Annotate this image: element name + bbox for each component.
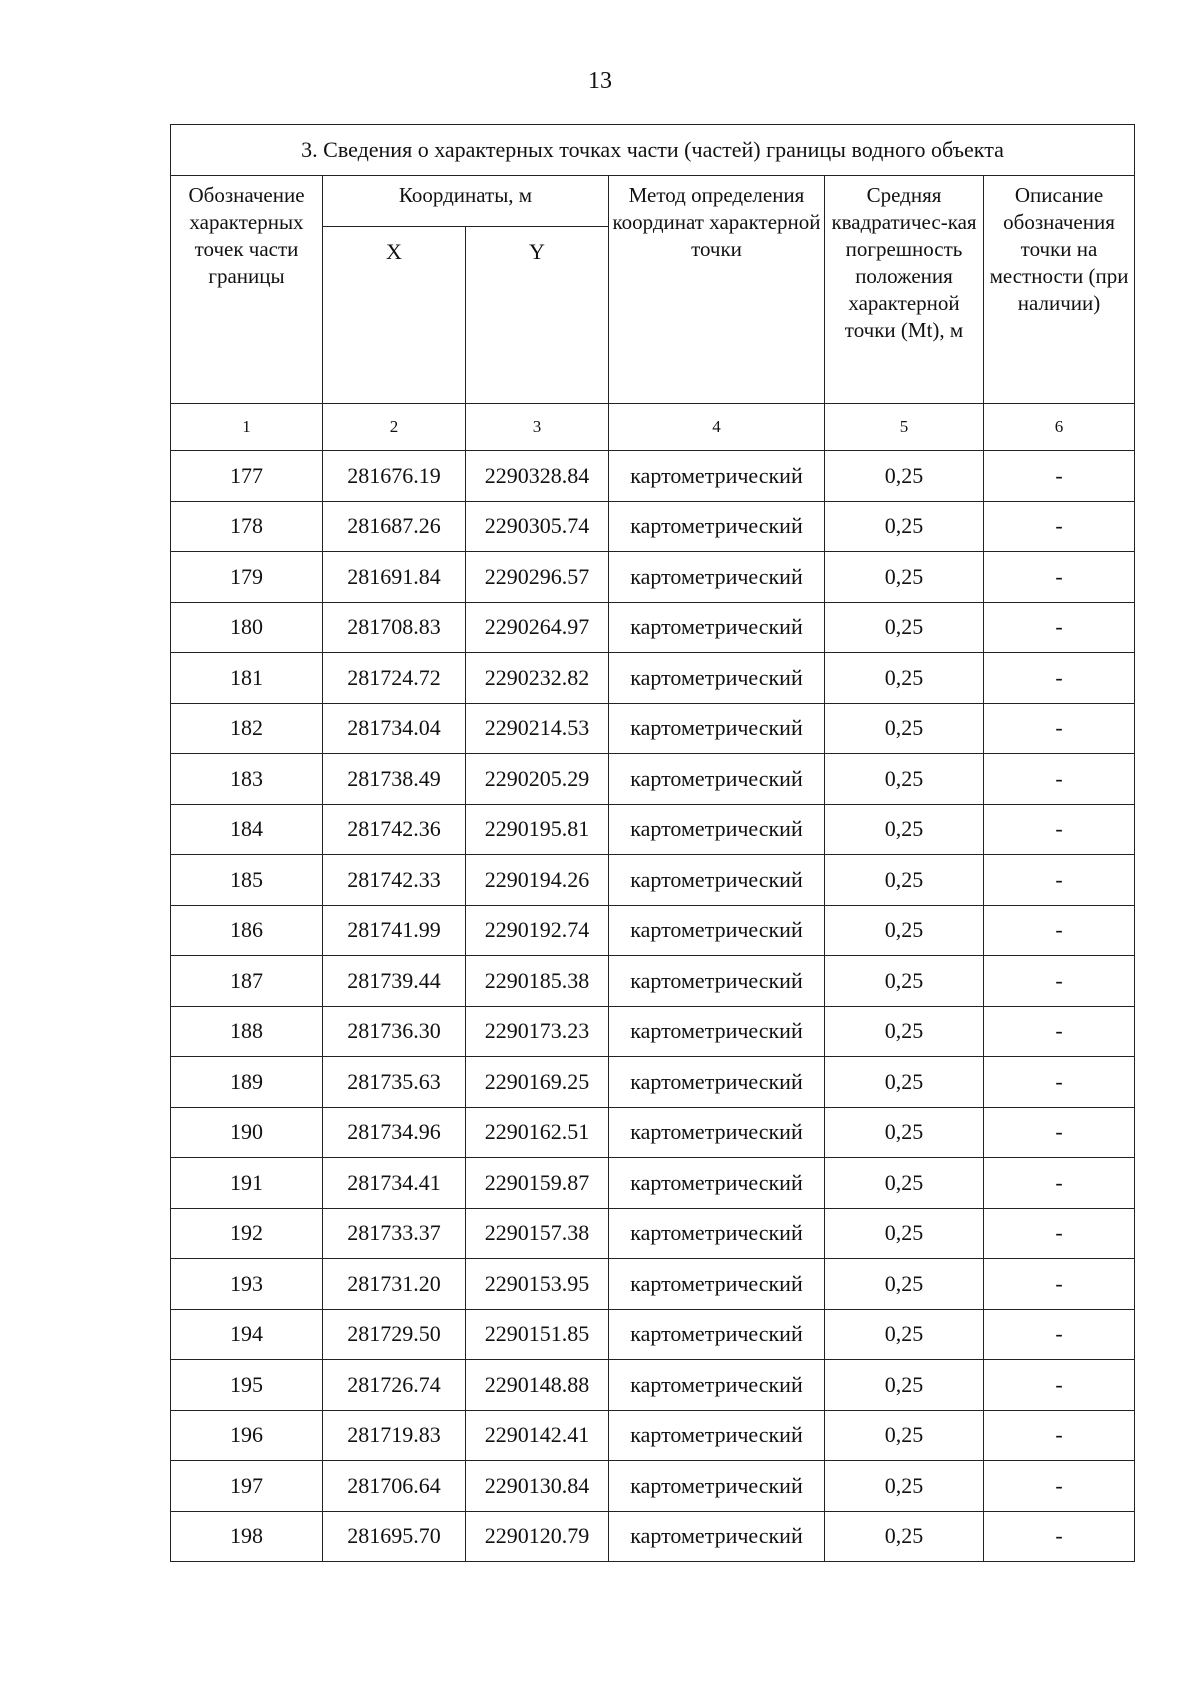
table-row (171, 1410, 1135, 1461)
method-cell: картометрический (609, 1309, 825, 1360)
table-row (171, 451, 1135, 502)
table-row (171, 1461, 1135, 1512)
point-designation-cell: 186 (171, 905, 323, 956)
table-row (171, 1107, 1135, 1158)
description-cell: - (984, 855, 1135, 906)
table-row (171, 703, 1135, 754)
coord-y-cell: 2290153.95 (466, 1259, 609, 1310)
coord-x-cell: 281726.74 (323, 1360, 466, 1411)
boundary-points-table (170, 124, 1135, 1562)
method-cell: картометрический (609, 905, 825, 956)
coord-y-cell: 2290159.87 (466, 1158, 609, 1209)
point-designation-cell: 181 (171, 653, 323, 704)
point-designation-cell: 189 (171, 1057, 323, 1108)
coord-x-cell: 281733.37 (323, 1208, 466, 1259)
method-cell: картометрический (609, 855, 825, 906)
coord-y-cell: 2290157.38 (466, 1208, 609, 1259)
error-cell: 0,25 (825, 1410, 984, 1461)
coord-y-cell: 2290162.51 (466, 1107, 609, 1158)
description-cell: - (984, 1006, 1135, 1057)
coord-x-cell: 281734.04 (323, 703, 466, 754)
error-cell: 0,25 (825, 956, 984, 1007)
coord-y-cell: 2290205.29 (466, 754, 609, 805)
error-cell: 0,25 (825, 855, 984, 906)
method-cell: картометрический (609, 1461, 825, 1512)
description-cell: - (984, 1259, 1135, 1310)
error-cell: 0,25 (825, 1158, 984, 1209)
description-cell: - (984, 552, 1135, 603)
coord-x-cell: 281735.63 (323, 1057, 466, 1108)
coord-x-cell: 281708.83 (323, 602, 466, 653)
description-cell: - (984, 451, 1135, 502)
table-row (171, 1006, 1135, 1057)
point-designation-cell: 178 (171, 501, 323, 552)
description-cell: - (984, 1360, 1135, 1411)
point-designation-cell: 192 (171, 1208, 323, 1259)
description-cell: - (984, 501, 1135, 552)
error-cell: 0,25 (825, 1360, 984, 1411)
header-coordinates: Координаты, м (323, 176, 609, 227)
description-cell: - (984, 1158, 1135, 1209)
error-cell: 0,25 (825, 1259, 984, 1310)
method-cell: картометрический (609, 1006, 825, 1057)
method-cell: картометрический (609, 1057, 825, 1108)
coord-x-cell: 281691.84 (323, 552, 466, 603)
method-cell: картометрический (609, 1107, 825, 1158)
point-designation-cell: 180 (171, 602, 323, 653)
point-designation-cell: 182 (171, 703, 323, 754)
point-designation-cell: 197 (171, 1461, 323, 1512)
coord-y-cell: 2290192.74 (466, 905, 609, 956)
column-number: 3 (466, 404, 609, 451)
method-cell: картометрический (609, 1158, 825, 1209)
table-row (171, 1309, 1135, 1360)
description-cell: - (984, 754, 1135, 805)
header-method: Метод определения координат характерной точки (609, 176, 825, 404)
method-cell: картометрический (609, 804, 825, 855)
coord-x-cell: 281738.49 (323, 754, 466, 805)
header-x: X (323, 227, 466, 404)
page-number: 13 (588, 68, 612, 94)
error-cell: 0,25 (825, 1461, 984, 1512)
point-designation-cell: 193 (171, 1259, 323, 1310)
coord-y-cell: 2290151.85 (466, 1309, 609, 1360)
description-cell: - (984, 1410, 1135, 1461)
method-cell: картометрический (609, 602, 825, 653)
description-cell: - (984, 1107, 1135, 1158)
table-row (171, 653, 1135, 704)
description-cell: - (984, 653, 1135, 704)
method-cell: картометрический (609, 956, 825, 1007)
column-number: 1 (171, 404, 323, 451)
coord-x-cell: 281741.99 (323, 905, 466, 956)
table-row (171, 1360, 1135, 1411)
table-row (171, 804, 1135, 855)
column-number: 2 (323, 404, 466, 451)
table-row (171, 905, 1135, 956)
coord-x-cell: 281739.44 (323, 956, 466, 1007)
table-row (171, 1057, 1135, 1108)
method-cell: картометрический (609, 1511, 825, 1562)
method-cell: картометрический (609, 451, 825, 502)
coord-y-cell: 2290195.81 (466, 804, 609, 855)
error-cell: 0,25 (825, 653, 984, 704)
table-row (171, 855, 1135, 906)
table-title: 3. Сведения о характерных точках части (частей) границы водного объекта (171, 125, 1135, 176)
column-number: 5 (825, 404, 984, 451)
table-row (171, 501, 1135, 552)
error-cell: 0,25 (825, 451, 984, 502)
coord-x-cell: 281687.26 (323, 501, 466, 552)
description-cell: - (984, 956, 1135, 1007)
column-numbers-row (171, 404, 1135, 451)
point-designation-cell: 196 (171, 1410, 323, 1461)
error-cell: 0,25 (825, 804, 984, 855)
coord-y-cell: 2290173.23 (466, 1006, 609, 1057)
method-cell: картометрический (609, 1410, 825, 1461)
coord-y-cell: 2290328.84 (466, 451, 609, 502)
table-row (171, 602, 1135, 653)
coord-x-cell: 281734.41 (323, 1158, 466, 1209)
coord-y-cell: 2290214.53 (466, 703, 609, 754)
description-cell: - (984, 1461, 1135, 1512)
coord-y-cell: 2290296.57 (466, 552, 609, 603)
error-cell: 0,25 (825, 703, 984, 754)
description-cell: - (984, 1511, 1135, 1562)
coord-y-cell: 2290232.82 (466, 653, 609, 704)
error-cell: 0,25 (825, 905, 984, 956)
coord-x-cell: 281706.64 (323, 1461, 466, 1512)
coord-x-cell: 281731.20 (323, 1259, 466, 1310)
column-number: 4 (609, 404, 825, 451)
point-designation-cell: 198 (171, 1511, 323, 1562)
description-cell: - (984, 1309, 1135, 1360)
header-description: Описание обозначения точки на местности (при наличии) (984, 176, 1135, 404)
header-y: Y (466, 227, 609, 404)
coord-y-cell: 2290194.26 (466, 855, 609, 906)
table-row (171, 1259, 1135, 1310)
error-cell: 0,25 (825, 1309, 984, 1360)
coord-y-cell: 2290185.38 (466, 956, 609, 1007)
method-cell: картометрический (609, 653, 825, 704)
coord-y-cell: 2290169.25 (466, 1057, 609, 1108)
point-designation-cell: 184 (171, 804, 323, 855)
coord-y-cell: 2290120.79 (466, 1511, 609, 1562)
table-row (171, 956, 1135, 1007)
coord-x-cell: 281719.83 (323, 1410, 466, 1461)
coord-x-cell: 281736.30 (323, 1006, 466, 1057)
method-cell: картометрический (609, 501, 825, 552)
error-cell: 0,25 (825, 602, 984, 653)
coord-y-cell: 2290305.74 (466, 501, 609, 552)
coord-y-cell: 2290142.41 (466, 1410, 609, 1461)
header-designation: Обозначение характерных точек части границы (171, 176, 323, 404)
point-designation-cell: 195 (171, 1360, 323, 1411)
method-cell: картометрический (609, 552, 825, 603)
method-cell: картометрический (609, 1259, 825, 1310)
coord-y-cell: 2290264.97 (466, 602, 609, 653)
method-cell: картометрический (609, 754, 825, 805)
coord-x-cell: 281676.19 (323, 451, 466, 502)
table-row (171, 1511, 1135, 1562)
table-row (171, 1208, 1135, 1259)
table-row (171, 1158, 1135, 1209)
error-cell: 0,25 (825, 1006, 984, 1057)
column-number: 6 (984, 404, 1135, 451)
error-cell: 0,25 (825, 1107, 984, 1158)
coord-x-cell: 281724.72 (323, 653, 466, 704)
description-cell: - (984, 602, 1135, 653)
error-cell: 0,25 (825, 1208, 984, 1259)
coord-x-cell: 281695.70 (323, 1511, 466, 1562)
coord-y-cell: 2290130.84 (466, 1461, 609, 1512)
header-error: Средняя квадратичес-кая погрешность положения характерной точки (Mt), м (825, 176, 984, 404)
error-cell: 0,25 (825, 501, 984, 552)
method-cell: картометрический (609, 1208, 825, 1259)
error-cell: 0,25 (825, 1511, 984, 1562)
description-cell: - (984, 1208, 1135, 1259)
coord-y-cell: 2290148.88 (466, 1360, 609, 1411)
point-designation-cell: 183 (171, 754, 323, 805)
point-designation-cell: 194 (171, 1309, 323, 1360)
error-cell: 0,25 (825, 552, 984, 603)
point-designation-cell: 191 (171, 1158, 323, 1209)
point-designation-cell: 188 (171, 1006, 323, 1057)
method-cell: картометрический (609, 1360, 825, 1411)
table-row (171, 552, 1135, 603)
point-designation-cell: 185 (171, 855, 323, 906)
coord-x-cell: 281734.96 (323, 1107, 466, 1158)
method-cell: картометрический (609, 703, 825, 754)
point-designation-cell: 177 (171, 451, 323, 502)
description-cell: - (984, 905, 1135, 956)
point-designation-cell: 187 (171, 956, 323, 1007)
coord-x-cell: 281742.36 (323, 804, 466, 855)
coord-x-cell: 281742.33 (323, 855, 466, 906)
error-cell: 0,25 (825, 754, 984, 805)
point-designation-cell: 190 (171, 1107, 323, 1158)
description-cell: - (984, 804, 1135, 855)
table-row (171, 754, 1135, 805)
point-designation-cell: 179 (171, 552, 323, 603)
table-body (171, 451, 1135, 1562)
description-cell: - (984, 1057, 1135, 1108)
error-cell: 0,25 (825, 1057, 984, 1108)
coord-x-cell: 281729.50 (323, 1309, 466, 1360)
description-cell: - (984, 703, 1135, 754)
